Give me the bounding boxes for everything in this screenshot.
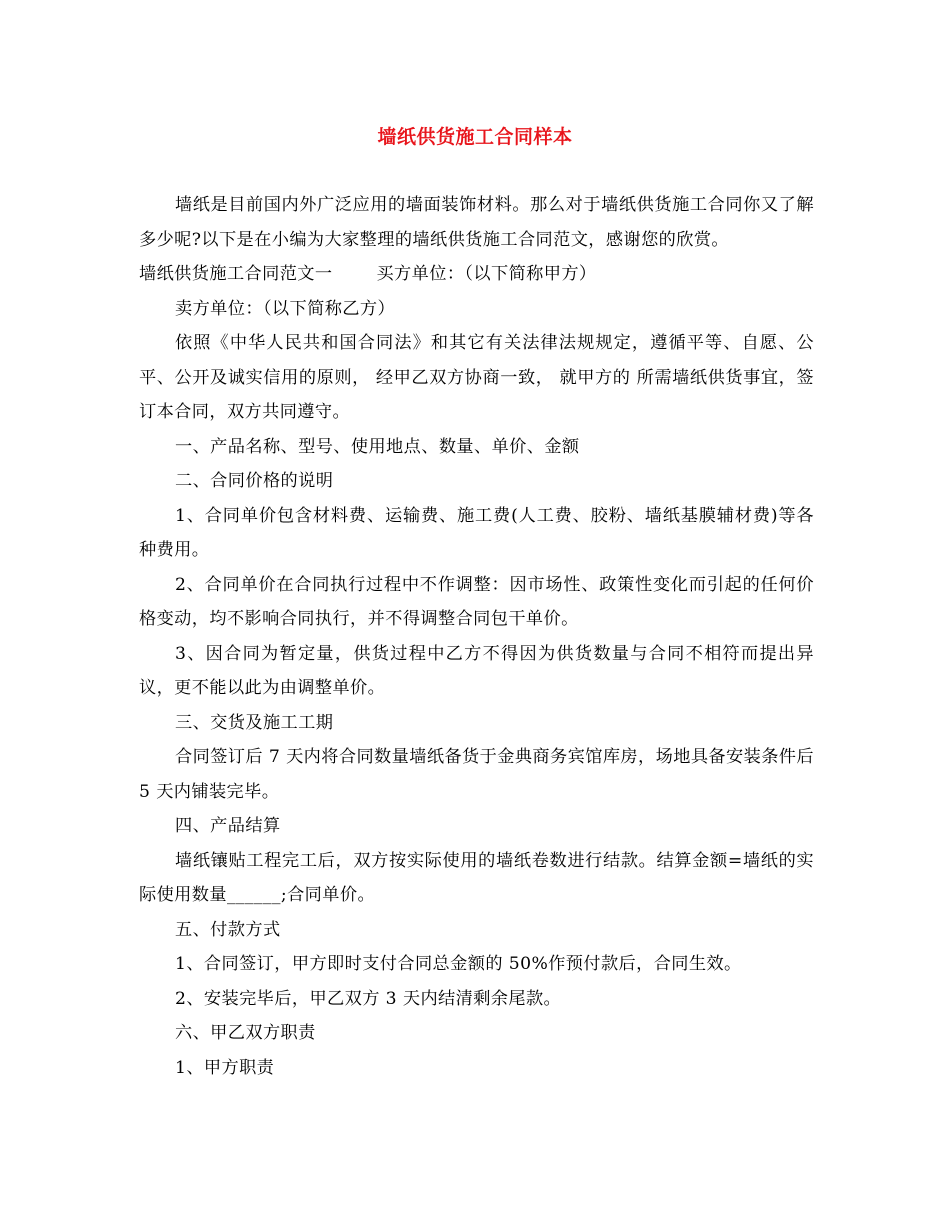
section-6-heading: 六、甲乙双方职责: [175, 1023, 316, 1043]
buyer-line: 买方单位：（以下简称甲方）: [376, 264, 597, 284]
section-4-heading: 四、产品结算: [175, 816, 281, 836]
payment-clause-1: 1、合同签订，甲方即时支付合同总金额的 50%作预付款后，合同生效。: [175, 954, 742, 974]
price-clause-2: 2、合同单价在合同执行过程中不作调整：因市场性、政策性变化而引起的任何价格变动，均不影响合同执行，并不得调整合同包干单价。: [139, 574, 814, 629]
sample-heading-line: [139, 257, 814, 292]
document-title: 墙纸供货施工合同样本: [377, 126, 573, 148]
price-clause-3: 3、因合同为暂定量，供货过程中乙方不得因为供货数量与合同不相符而提出异议，更不能以此为由调整单价。: [139, 643, 814, 698]
seller-line: 卖方单位：（以下简称乙方）: [175, 298, 396, 319]
section-1-heading: 一、产品名称、型号、使用地点、数量、单价、金额: [175, 436, 580, 457]
party-a-duties-heading: 1、甲方职责: [175, 1057, 275, 1078]
sample-heading: 墙纸供货施工合同范文一: [139, 264, 333, 284]
document-body: [139, 188, 814, 1085]
intro-paragraph: 墙纸是目前国内外广泛应用的墙面装饰材料。那么对于墙纸供货施工合同你又了解多少呢?以下是在小编为大家整理的墙纸供货施工合同范文，感谢您的欣赏。: [139, 195, 814, 250]
price-clause-1: 1、合同单价包含材料费、运输费、施工费(人工费、胶粉、墙纸基膜辅材费)等各种费用。: [139, 505, 814, 560]
settlement-clause: 墙纸镶贴工程完工后，双方按实际使用的墙纸卷数进行结款。结算金额=墙纸的实际使用数量______;合同单价。: [139, 850, 814, 905]
basis-paragraph: 依照《中华人民共和国合同法》和其它有关法律法规规定，遵循平等、自愿、公平、公开及诚实信用的原则， 经甲乙双方协商一致， 就甲方的 所需墙纸供货事宜，签订本合同，双方共同遵守。: [139, 333, 814, 422]
payment-clause-2: 2、安装完毕后，甲乙双方 3 天内结清剩余尾款。: [175, 988, 562, 1009]
section-5-heading: 五、付款方式: [175, 919, 281, 940]
section-2-heading: 二、合同价格的说明: [175, 471, 334, 491]
delivery-clause: 合同签订后 7 天内将合同数量墙纸备货于金典商务宾馆库房，场地具备安装条件后 5 天内铺装完毕。: [139, 747, 814, 802]
section-3-heading: 三、交货及施工工期: [175, 712, 334, 733]
